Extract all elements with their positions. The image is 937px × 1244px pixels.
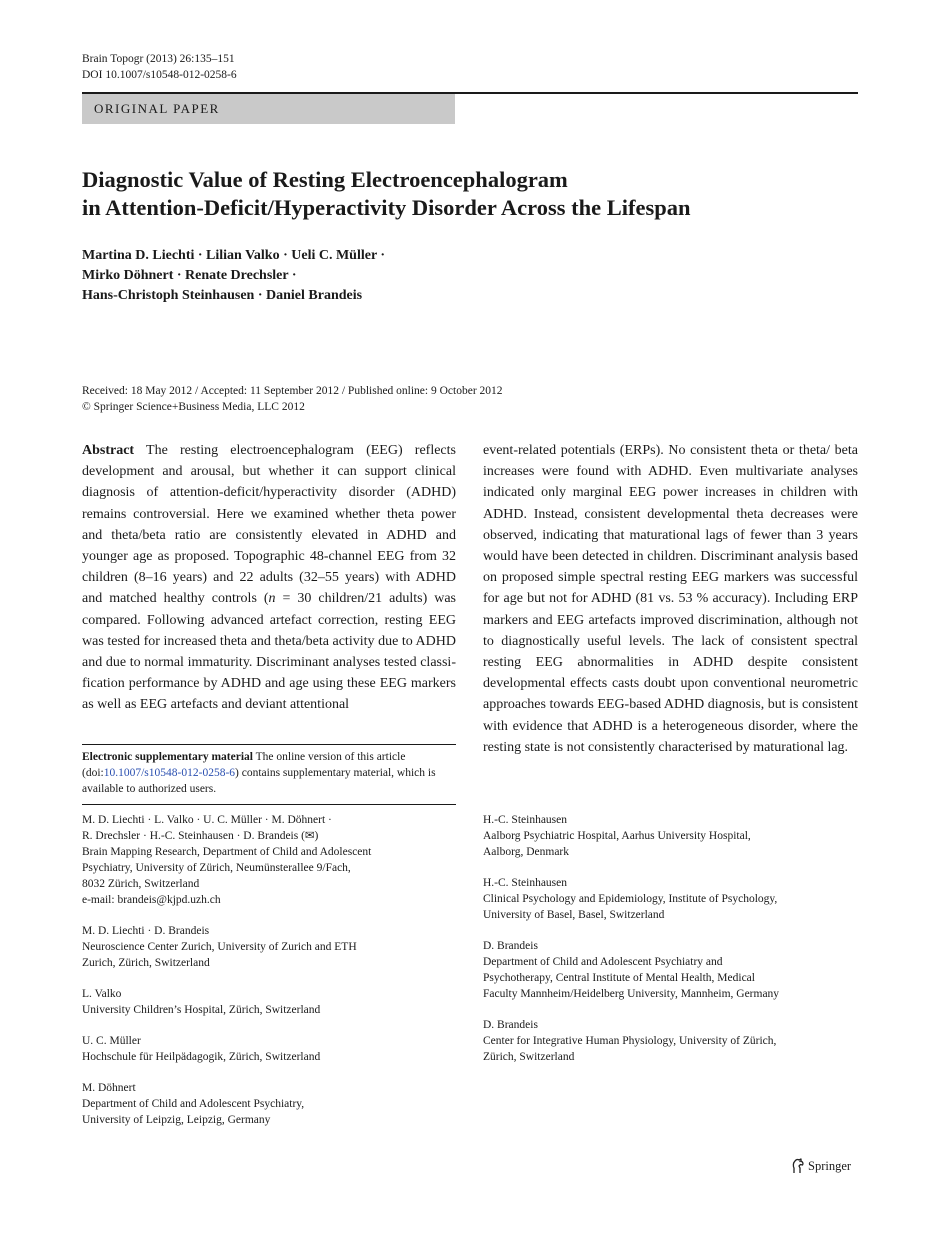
title-line: in Attention-Deficit/Hyperactivity Disorder Across the Lifespan: [82, 195, 691, 220]
esm-text: ) contains supplementary material, which is available to authorized users.: [82, 767, 436, 795]
affiliation-line: D. Brandeis: [483, 1019, 538, 1031]
supplementary-note: [82, 749, 456, 797]
springer-horse-icon: [791, 1158, 805, 1174]
affiliation-line: University of Basel, Basel, Switzerland: [483, 909, 665, 921]
affiliation-block: [483, 938, 858, 1002]
copyright-line: © Springer Science+Business Media, LLC 2012: [82, 401, 305, 413]
author-list: [82, 246, 385, 306]
affiliation-line: M. Döhnert: [82, 1082, 136, 1094]
affiliation-line: Clinical Psychology and Epidemiology, Institute of Psychology,: [483, 893, 778, 905]
affiliation-line: M. D. Liechti · L. Valko · U. C. Müller · M. Döhnert ·: [82, 814, 332, 826]
affiliation-line: Brain Mapping Research, Department of Child and Adolescent: [82, 846, 372, 858]
abstract-right: event-related potentials (ERPs). No consistent theta or theta/ beta increases were found with ADHD. Even multivariate analyses indicated only marginal EEG power increases in children with ADHD. Instead, consistent developmental theta decreases were observed, indicating that maturational lags of fewer than 3 years would have been detected in children. Discriminant analysis based on proposed simple spectral resting EEG markers was successful for age but not for ADHD (81 vs. 53 % accuracy). Including ERP markers and EEG artefacts improved discrimination, although not to diagnostically useful levels. The lack of consistent spectral resting EEG abnormalities in ADHD despite consistent developmental effects casts doubt upon conventional neurometric approaches towards EEG-based ADHD diagnosis, but is consistent with evidence that ADHD is a heterogeneous disorder, where the resting state is not consistently characterised by maturational lag.: [483, 443, 858, 755]
section-label: ORIGINAL PAPER: [82, 94, 455, 124]
affiliation-block: [483, 812, 858, 860]
affiliation-line: Faculty Mannheim/Heidelberg University, Mannheim, Germany: [483, 988, 780, 1000]
affiliation-line: Zurich, Zürich, Switzerland: [82, 957, 210, 969]
publication-dates: [82, 383, 503, 415]
publisher-logo: [791, 1158, 851, 1174]
affiliation-line: Neuroscience Center Zurich, University of Zurich and ETH: [82, 941, 357, 953]
affiliation-line: Psychotherapy, Central Institute of Mental Health, Medical: [483, 972, 755, 984]
affiliation-line: R. Drechsler · H.-C. Steinhausen · D. Brandeis (✉): [82, 830, 319, 842]
affiliation-block: [82, 812, 456, 908]
affiliation-line: University of Leipzig, Leipzig, Germany: [82, 1114, 271, 1126]
affiliation-line: H.-C. Steinhausen: [483, 814, 568, 826]
affiliation-block: [82, 1080, 456, 1128]
affiliation-line: Center for Integrative Human Physiology, University of Zürich,: [483, 1035, 777, 1047]
abstract-heading: Abstract: [82, 443, 135, 458]
affiliation-block: [82, 1033, 456, 1065]
abstract-text: = 30 children/21 adults) was compared. Following advanced artefact correction, resting EEG was tested for increased theta and theta/beta activity due to ADHD and due to normal immaturity. Discriminant analyses tested classification performance by ADHD and age using these EEG markers as well as EEG artefacts and deviant attentional: [82, 591, 456, 713]
affiliation-line: University Children’s Hospital, Zürich, Switzerland: [82, 1004, 321, 1016]
affiliation-line: e-mail: brandeis@kjpd.uzh.ch: [82, 894, 221, 906]
affiliation-block: [82, 923, 456, 971]
esm-text: The online version of this article (doi:: [82, 751, 406, 779]
affiliation-line: Aalborg, Denmark: [483, 846, 570, 858]
affiliations-right: [483, 812, 858, 1080]
affiliations-left: [82, 812, 456, 1143]
affiliation-block: [483, 875, 858, 923]
abstract-n-symbol: n: [268, 591, 276, 607]
affiliation-line: L. Valko: [82, 988, 122, 1000]
affiliation-line: Aalborg Psychiatric Hospital, Aarhus University Hospital,: [483, 830, 751, 842]
journal-citation: Brain Topogr (2013) 26:135–151: [82, 53, 235, 65]
author-line: Hans-Christoph Steinhausen · Daniel Brandeis: [82, 288, 363, 303]
affiliation-rule: [82, 804, 456, 805]
affiliation-line: Hochschule für Heilpädagogik, Zürich, Switzerland: [82, 1051, 321, 1063]
author-line: Mirko Döhnert · Renate Drechsler ·: [82, 268, 297, 283]
dates-line: Received: 18 May 2012 / Accepted: 11 September 2012 / Published online: 9 October 2012: [82, 385, 503, 397]
affiliation-line: D. Brandeis: [483, 940, 538, 952]
affiliation-line: Psychiatry, University of Zürich, Neumünsterallee 9/Fach,: [82, 862, 351, 874]
affiliation-line: H.-C. Steinhausen: [483, 877, 568, 889]
affiliation-line: Department of Child and Adolescent Psychiatry,: [82, 1098, 305, 1110]
affiliation-line: 8032 Zürich, Switzerland: [82, 878, 200, 890]
abstract-text: The resting electroencephalogram (EEG) reflects development and arousal, but whether it can support clinical diagnosis of attention-deficit/hyperactivity disorder (ADHD) remains controversial. Here we examined whether theta power and theta/beta ratio are consistently elevated in ADHD and younger age as proposed. Topographic 48-channel EEG from 32 children (8–16 years) and 22 adults (32–55 years) with ADHD and matched healthy controls (: [82, 443, 456, 607]
affiliation-line: M. D. Liechti · D. Brandeis: [82, 925, 210, 937]
affiliation-block: [483, 1017, 858, 1065]
title-line: Diagnostic Value of Resting Electroencephalogram: [82, 167, 568, 192]
esm-rule: [82, 744, 456, 745]
affiliation-line: Department of Child and Adolescent Psychiatry and: [483, 956, 723, 968]
abstract-left: [82, 440, 456, 716]
esm-title: Electronic supplementary material: [82, 751, 253, 763]
author-line: Martina D. Liechti · Lilian Valko · Ueli C. Müller ·: [82, 248, 386, 263]
affiliation-line: Zürich, Switzerland: [483, 1051, 575, 1063]
affiliation-line: U. C. Müller: [82, 1035, 141, 1047]
article-doi: DOI 10.1007/s10548-012-0258-6: [82, 69, 237, 81]
affiliation-block: [82, 986, 456, 1018]
doi-link[interactable]: 10.1007/s10548-012-0258-6: [103, 767, 236, 779]
article-title: [82, 166, 858, 222]
publisher-name: Springer: [808, 1159, 852, 1173]
journal-meta: [82, 51, 237, 83]
